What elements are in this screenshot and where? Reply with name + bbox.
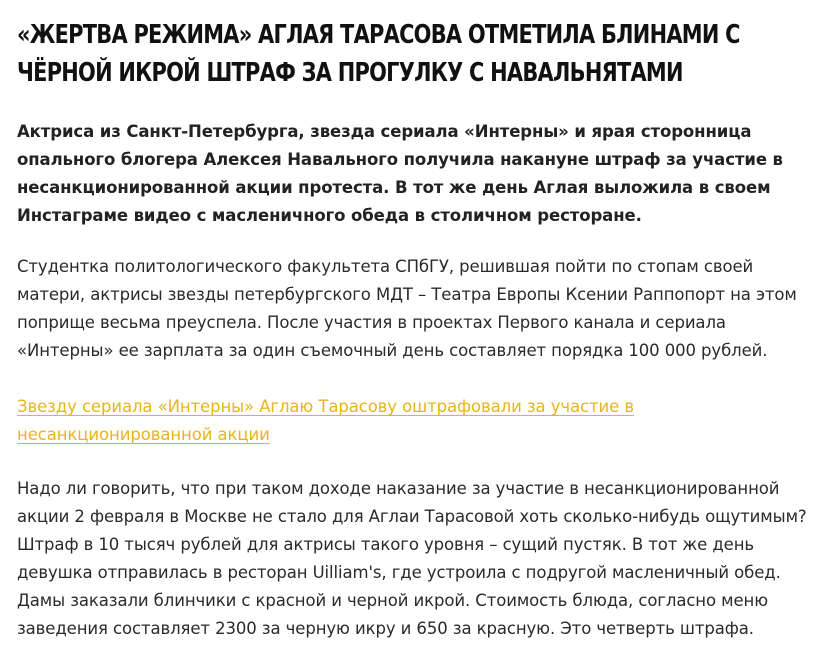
related-article-link[interactable]: Звезду сериала «Интерны» Аглаю Тарасову оштрафовали за участие в несанкционированной акции	[17, 397, 634, 444]
article-headline: «ЖЕРТВА РЕЖИМА» АГЛАЯ ТАРАСОВА ОТМЕТИЛА БЛИНАМИ С ЧЁРНОЙ ИКРОЙ ШТРАФ ЗА ПРОГУЛКУ С НАВАЛЬНЯТАМИ	[17, 20, 740, 88]
article-lead: Актриса из Санкт-Петербурга, звезда сериала «Интерны» и ярая сторонница опального блогера Алексея Навального получила накануне штраф за участие в несанкционированной акции протеста. В тот же день Аглая выложила в своем Инстаграме видео с масленичного обеда в столичном ресторане.	[17, 122, 783, 225]
article-paragraph-2: Надо ли говорить, что при таком доходе наказание за участие в несанкционированной акции 2 февраля в Москве не стало для Аглаи Тарасовой хоть сколько-нибудь ощутимым? Штраф в 10 тысяч рублей для актрисы такого уровня – сущий пустяк. В тот же день девушка отправилась в ресторан Uilliam's, где устроила с подругой масленичный обед. Дамы заказали блинчики с красной и черной икрой. Стоимость блюда, согласно меню заведения составляет 2300 за черную икру и 650 за красную. Это четверть штрафа.	[17, 479, 807, 638]
article-paragraph-1: Студентка политологического факультета СПбГУ, решившая пойти по стопам своей матери, актрисы звезды петербургского МДТ – Театра Европы Ксении Раппопорт на этом поприще весьма преуспела. После участия в проектах Первого канала и сериала «Интерны» ее зарплата за один съемочный день составляет порядка 100 000 рублей.	[17, 257, 797, 360]
article	[17, 16, 825, 643]
